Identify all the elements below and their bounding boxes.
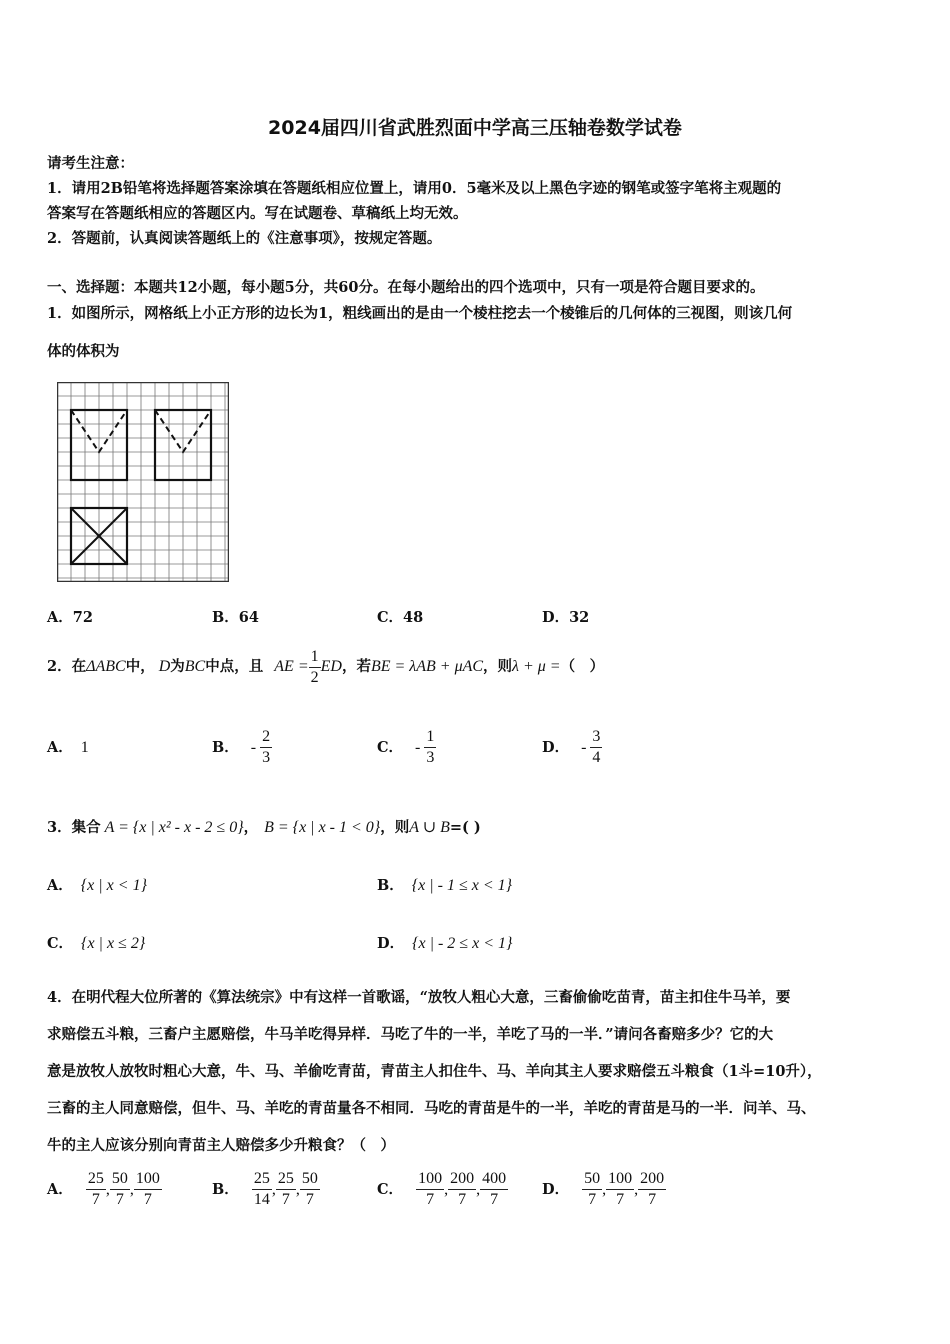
- q4-option-d[interactable]: D． $\frac{50}{7}$ , $\frac{100}{7}$ , $\frac{200}{7}$: [542, 1170, 665, 1208]
- q3-option-a[interactable]: A． {x | x < 1}: [47, 877, 147, 894]
- q2-option-d[interactable]: D． - $\frac{3}{4}$: [542, 728, 601, 766]
- q1-option-d[interactable]: D．32: [542, 609, 590, 626]
- q2-option-c[interactable]: C． - $\frac{1}{3}$: [377, 728, 435, 766]
- page-title: 2024届四川省武胜烈面中学高三压轴卷数学试卷: [268, 117, 682, 139]
- q1-option-a[interactable]: A．72: [47, 609, 93, 626]
- notice-item1-line2: 答案写在答题纸相应的答题区内。写在试题卷、草稿纸上均无效。: [47, 205, 468, 222]
- q1-stem-line1: 1．如图所示，网格纸上小正方形的边长为1，粗线画出的是由一个棱柱挖去一个棱锥后的几何体的三视图，则该几何: [47, 305, 793, 322]
- section-heading: 一、选择题：本题共12小题，每小题5分，共60分。在每小题给出的四个选项中，只有一项是符合题目要求的。: [47, 279, 765, 296]
- q1-option-c[interactable]: C．48: [377, 609, 424, 626]
- q4-option-c[interactable]: C． $\frac{100}{7}$ , $\frac{200}{7}$ , $\frac{400}{7}$: [377, 1170, 507, 1208]
- q4-option-b[interactable]: B． $\frac{25}{14}$ , $\frac{25}{7}$ , $\frac{50}{7}$: [212, 1170, 318, 1208]
- q4-stem-line1: 4．在明代程大位所著的《算法统宗》中有这样一首歌谣，“放牧人粗心大意，三畜偷偷吃苗青，苗主扣住牛马羊，要: [47, 989, 791, 1006]
- q4-stem-line5: 牛的主人应该分别向青苗主人赔偿多少升粮食？（ ）: [47, 1137, 395, 1154]
- q2-option-a[interactable]: A． 1: [47, 739, 89, 756]
- notice-heading: 请考生注意：: [47, 155, 134, 172]
- q3-option-c[interactable]: C． {x | x ≤ 2}: [47, 935, 146, 952]
- q2-option-b[interactable]: B． - $\frac{2}{3}$: [212, 728, 271, 766]
- q4-stem-line3: 意是放牧人放牧时粗心大意，牛、马、羊偷吃青苗，青苗主人扣住牛、马、羊向其主人要求赔偿五斗粮食（1斗=10升），: [47, 1063, 822, 1080]
- notice-item2: 2．答题前，认真阅读答题纸上的《注意事项》，按规定答题。: [47, 230, 442, 247]
- q4-option-a[interactable]: A． $\frac{25}{7}$ , $\frac{50}{7}$ , $\frac{100}{7}$: [47, 1170, 160, 1208]
- q3-option-d[interactable]: D． {x | - 2 ≤ x < 1}: [377, 935, 513, 952]
- q2-stem: 2．在ΔABC中， D为BC中点，且 AE = $\frac{1}{2}$ ED，若BE = λAB + μAC，则λ + μ =（ ）: [47, 647, 605, 686]
- q3-stem: 3．集合 A = {x | x² - x - 2 ≤ 0}， B = {x | x - 1 < 0}，则A ∪ B=( ): [47, 819, 481, 836]
- notice-item1-line1: 1．请用2B铅笔将选择题答案涂填在答题纸相应位置上，请用0．5毫米及以上黑色字迹的钢笔或签字笔将主观题的: [47, 180, 782, 197]
- q4-stem-line2: 求赔偿五斗粮，三畜户主愿赔偿，牛马羊吃得异样．马吃了牛的一半，羊吃了马的一半．”请问各畜赔多少？它的大: [47, 1026, 774, 1043]
- three-view-figure: [57, 382, 229, 582]
- q1-stem-line2: 体的体积为: [47, 343, 120, 360]
- q1-option-b[interactable]: B．64: [212, 609, 259, 626]
- q4-stem-line4: 三畜的主人同意赔偿，但牛、马、羊吃的青苗量各不相同．马吃的青苗是牛的一半，羊吃的青苗是马的一半．问羊、马、: [47, 1100, 816, 1117]
- q3-option-b[interactable]: B． {x | - 1 ≤ x < 1}: [377, 877, 513, 894]
